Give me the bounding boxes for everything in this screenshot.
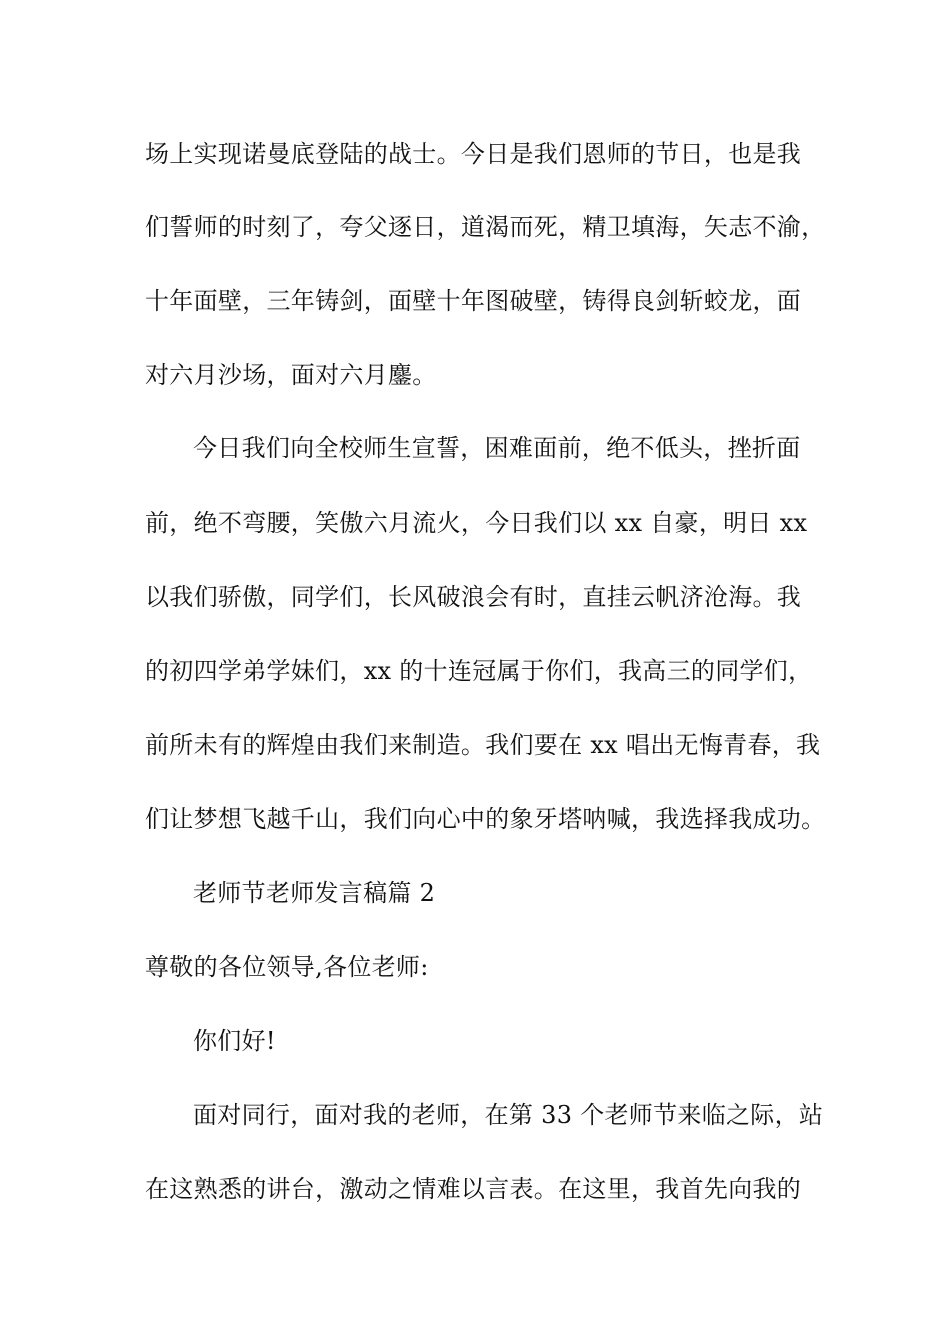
text-line: 以我们骄傲，同学们，长风破浪会有时，直挂云帆济沧海。我 xyxy=(145,583,802,611)
text-line: 对六月沙场，面对六月鏖。 xyxy=(145,361,437,389)
text-line: 在这熟悉的讲台，激动之情难以言表。在这里，我首先向我的 xyxy=(145,1175,802,1203)
text-line: 们让梦想飞越千山，我们向心中的象牙塔呐喊，我选择我成功。 xyxy=(145,805,826,833)
text-line: 的初四学弟学妹们，xx 的十连冠属于你们，我高三的同学们， xyxy=(145,657,813,685)
text-line: 十年面壁，三年铸剑，面壁十年图破壁，铸得良剑斩蛟龙，面 xyxy=(145,287,802,315)
text-line: 前所未有的辉煌由我们来制造。我们要在 xx 唱出无悔青春，我 xyxy=(145,731,821,759)
text-line: 们誓师的时刻了，夸父逐日，道渴而死，精卫填海，矢志不渝， xyxy=(145,213,826,241)
paragraph-first-line: 今日我们向全校师生宣誓，困难面前，绝不低头，挫折面 xyxy=(193,434,801,462)
text-line: 场上实现诺曼底登陆的战士。今日是我们恩师的节日，也是我 xyxy=(145,140,802,168)
salutation: 尊敬的各位领导,各位老师: xyxy=(145,953,429,981)
paragraph-first-line: 面对同行，面对我的老师，在第 33 个老师节来临之际，站 xyxy=(193,1101,824,1129)
text-line: 前，绝不弯腰，笑傲六月流火，今日我们以 xx 自豪，明日 xx xyxy=(145,509,808,537)
section-heading: 老师节老师发言稿篇 2 xyxy=(193,879,436,907)
greeting: 你们好! xyxy=(193,1027,276,1055)
